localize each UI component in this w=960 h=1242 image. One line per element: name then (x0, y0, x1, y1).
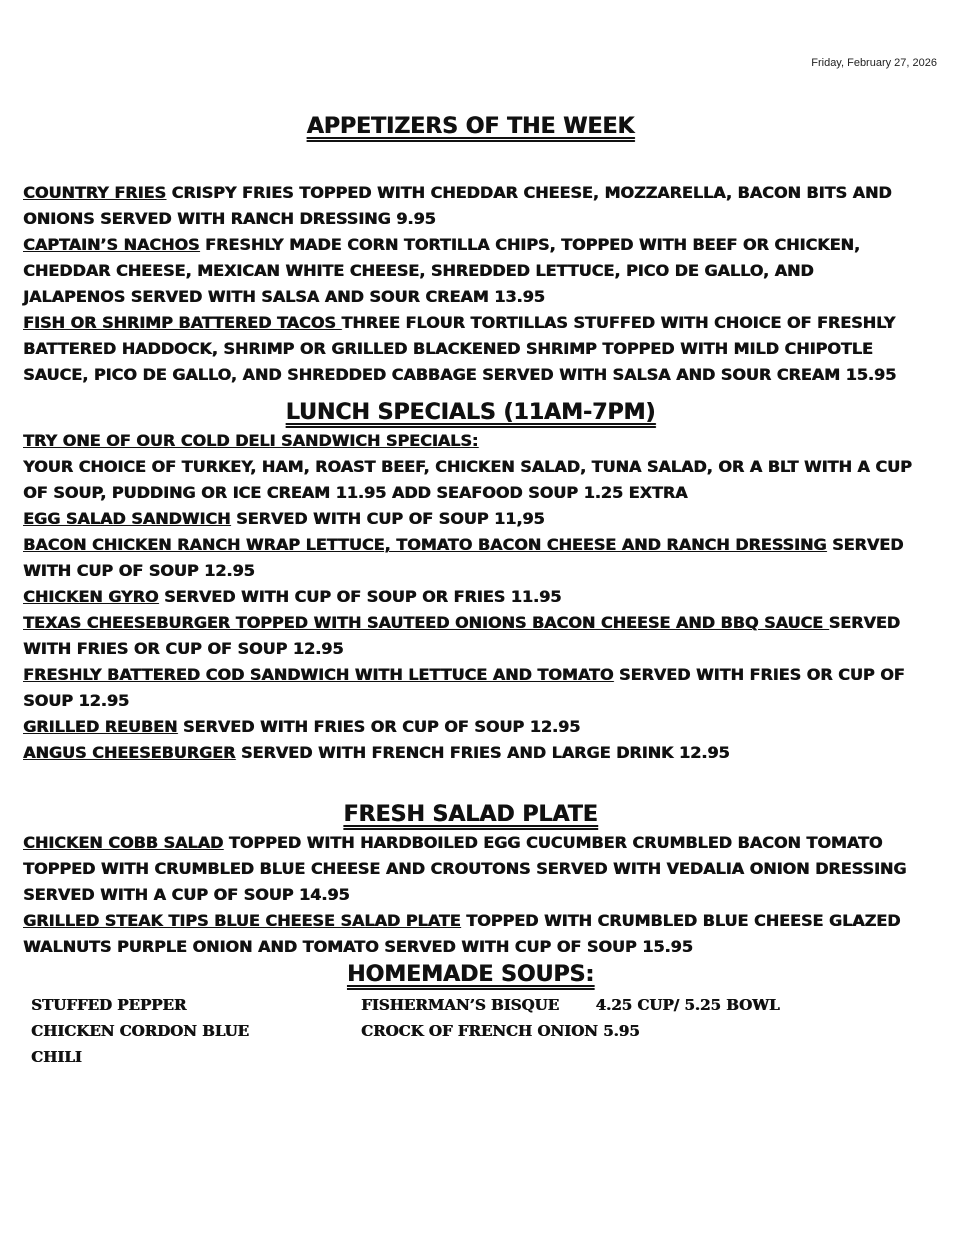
lunch-heading: LUNCH SPECIALS (11AM-7PM) (285, 400, 656, 425)
item-desc: SERVED WITH CUP OF SOUP 12.95 (23, 535, 904, 580)
soup-item: FISHERMAN’S BISQUE 4.25 CUP/ 5.25 BOWL (361, 996, 780, 1014)
menu-item (23, 830, 918, 908)
menu-date: Friday, February 27, 2026 (811, 57, 937, 69)
item-desc: SERVED WITH FRENCH FRIES AND LARGE DRINK 12.95 (235, 743, 730, 762)
item-desc: SERVED WITH CUP OF SOUP OR FRIES 11.95 (158, 587, 562, 606)
item-name: EGG SALAD SANDWICH (23, 509, 231, 528)
soup-item: CHILI (31, 1048, 82, 1066)
item-name: GRILLED REUBEN (23, 717, 178, 736)
item-name: CHICKEN COBB SALAD (23, 833, 224, 852)
item-desc: SERVED WITH FRIES OR CUP OF SOUP 12.95 (23, 665, 905, 710)
item-name: ANGUS CHEESEBURGER (23, 743, 236, 762)
soups-list (23, 992, 918, 1072)
item-desc: SERVED WITH CUP OF SOUP 11,95 (230, 509, 545, 528)
salad-heading: FRESH SALAD PLATE (343, 802, 598, 827)
item-name: CAPTAIN’S NACHOS (23, 235, 200, 254)
menu-item (23, 610, 918, 662)
item-name: FISH OR SHRIMP BATTERED TACOS (23, 313, 342, 332)
menu-item (23, 180, 918, 232)
item-desc: CRISPY FRIES TOPPED WITH CHEDDAR CHEESE, MOZZARELLA, BACON BITS AND ONIONS SERVED WITH RANCH DRESSING 9.95 (23, 183, 892, 228)
item-desc: TOPPED WITH CRUMBLED BLUE CHEESE GLAZED WALNUTS PURPLE ONION AND TOMATO SERVED WITH CUP OF SOUP 15.95 (23, 911, 901, 956)
soup-item: STUFFED PEPPER (31, 996, 187, 1014)
item-desc: SERVED WITH FRIES OR CUP OF SOUP 12.95 (177, 717, 581, 736)
item-name: TEXAS CHEESEBURGER TOPPED WITH SAUTEED ONIONS BACON CHEESE AND BBQ SAUCE (23, 613, 829, 632)
salad-list (23, 830, 918, 960)
item-desc: THREE FLOUR TORTILLAS STUFFED WITH CHOICE OF FRESHLY BATTERED HADDOCK, SHRIMP OR GRILLED BLACKENED SHRIMP TOPPED WITH MILD CHIPOTLE SAUCE, PICO DE GALLO, AND SHREDDED CABBAGE SERVED WITH SALSA AND SOUR CREAM 15.95 (23, 313, 897, 384)
item-desc: SERVED WITH FRIES OR CUP OF SOUP 12.95 (23, 613, 900, 658)
menu-item (23, 584, 918, 610)
item-desc: TOPPED WITH HARDBOILED EGG CUCUMBER CRUMBLED BACON TOMATO TOPPED WITH CRUMBLED BLUE CHEESE AND CROUTONS SERVED WITH VEDALIA ONION DRESSING SERVED WITH A CUP OF SOUP 14.95 (23, 833, 907, 904)
menu-item (23, 662, 918, 714)
item-name: CHICKEN GYRO (23, 587, 159, 606)
menu-item (23, 310, 918, 388)
menu-item (23, 740, 918, 766)
item-name: COUNTRY FRIES (23, 183, 166, 202)
deli-heading: TRY ONE OF OUR COLD DELI SANDWICH SPECIALS: (23, 431, 479, 450)
menu-item (23, 532, 918, 584)
menu-item (23, 908, 918, 960)
item-name: GRILLED STEAK TIPS BLUE CHEESE SALAD PLATE (23, 911, 461, 930)
menu-item (23, 506, 918, 532)
menu-body (23, 112, 918, 1072)
soup-item: CHICKEN CORDON BLUE (31, 1022, 249, 1040)
menu-item (23, 714, 918, 740)
lunch-list (23, 506, 918, 766)
menu-item (23, 232, 918, 310)
appetizers-heading: APPETIZERS OF THE WEEK (306, 114, 635, 139)
deli-text: YOUR CHOICE OF TURKEY, HAM, ROAST BEEF, CHICKEN SALAD, TUNA SALAD, OR A BLT WITH A CUP OF SOUP, PUDDING OR ICE CREAM 11.95 ADD SEAFOOD SOUP 1.25 EXTRA (23, 457, 912, 502)
item-desc: FRESHLY MADE CORN TORTILLA CHIPS, TOPPED WITH BEEF OR CHICKEN, CHEDDAR CHEESE, MEXICAN WHITE CHEESE, SHREDDED LETTUCE, PICO DE GALLO, AND JALAPENOS SERVED WITH SALSA AND SOUR CREAM 13.95 (23, 235, 860, 306)
item-name: FRESHLY BATTERED COD SANDWICH WITH LETTUCE AND TOMATO (23, 665, 614, 684)
item-name: BACON CHICKEN RANCH WRAP LETTUCE, TOMATO BACON CHEESE AND RANCH DRESSING (23, 535, 827, 554)
appetizers-list (23, 180, 918, 388)
soup-item: CROCK OF FRENCH ONION 5.95 (361, 1022, 640, 1040)
soups-heading: HOMEMADE SOUPS: (346, 962, 595, 987)
